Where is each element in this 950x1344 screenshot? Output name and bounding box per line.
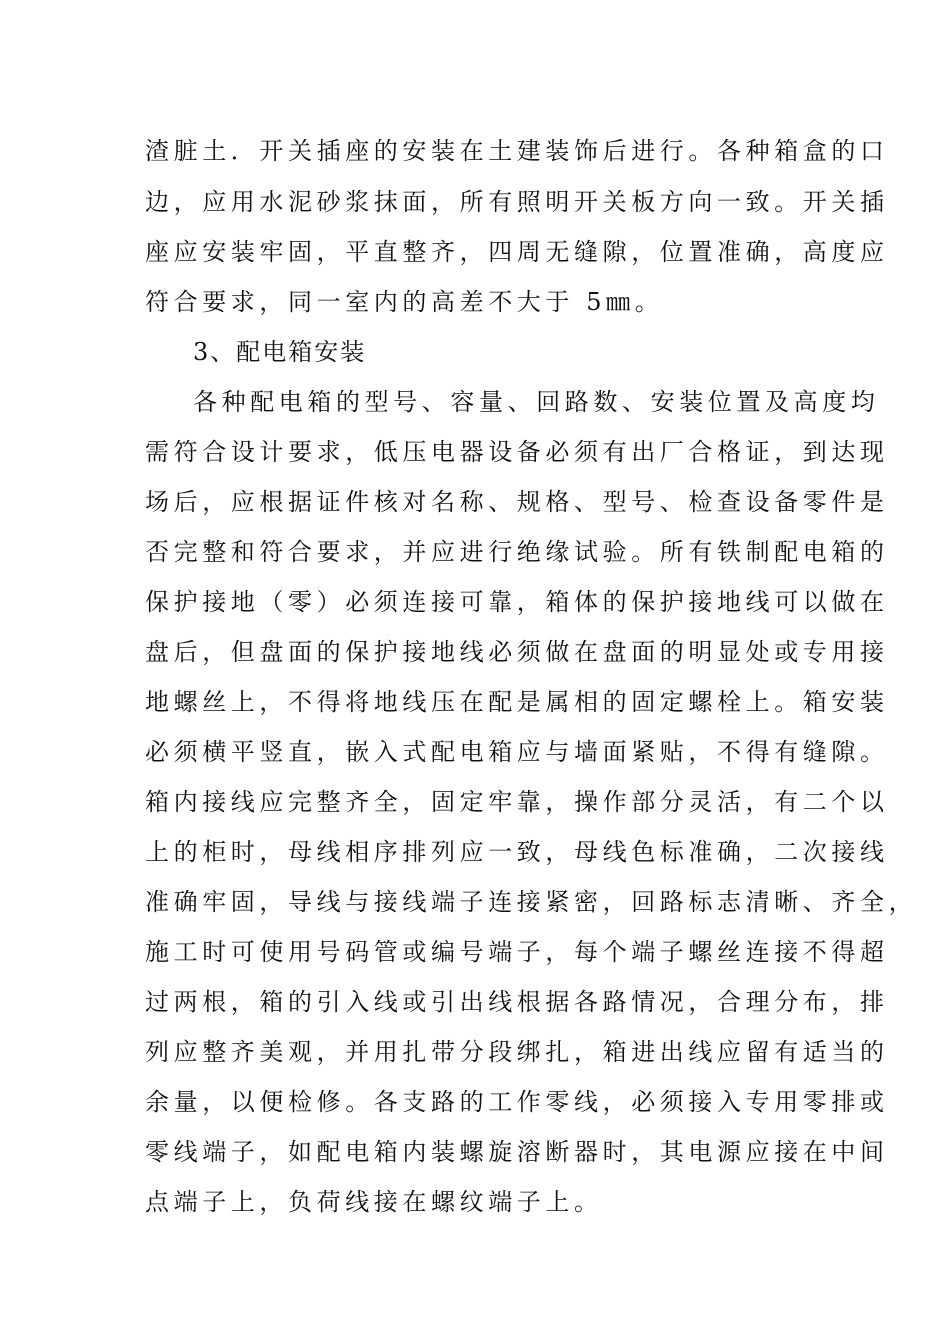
paragraph-2-line-5: 保护接地（零）必须连接可靠，箱体的保护接地线可以做在 (145, 588, 889, 616)
paragraph-2-line-16: 零线端子，如配电箱内装螺旋溶断器时，其电源应接在中间 (145, 1138, 889, 1166)
paragraph-1-line-2: 边，应用水泥砂浆抹面，所有照明开关板方向一致。开关插 (145, 188, 889, 216)
paragraph-2-line-4: 否完整和符合要求，并应进行绝缘试验。所有铁制配电箱的 (145, 538, 889, 566)
paragraph-1-line-3: 座应安装牢固，平直整齐，四周无缝隙，位置准确，高度应 (145, 238, 889, 266)
paragraph-2-line-1: 各种配电箱的型号、容量、回路数、安装位置及高度均 (193, 388, 880, 416)
paragraph-2-line-17: 点端子上，负荷线接在螺纹端子上。 (145, 1188, 603, 1216)
paragraph-1-line-4: 符合要求，同一室内的高差不大于 5㎜。 (145, 288, 664, 316)
paragraph-2-line-8: 必须横平竖直，嵌入式配电箱应与墙面紧贴，不得有缝隙。 (145, 738, 889, 766)
paragraph-2-line-14: 列应整齐美观，并用扎带分段绑扎，箱进出线应留有适当的 (145, 1038, 889, 1066)
paragraph-2-line-12: 施工时可使用号码管或编号端子，每个端子螺丝连接不得超 (145, 938, 889, 966)
paragraph-2-line-13: 过两根，箱的引入线或引出线根据各路情况，合理分布，排 (145, 988, 889, 1016)
section-heading: 3、配电箱安装 (193, 338, 367, 366)
paragraph-1-line-1: 渣脏土．开关插座的安装在土建装饰后进行。各种箱盒的口 (145, 137, 889, 165)
paragraph-2-line-6: 盘后，但盘面的保护接地线必须做在盘面的明显处或专用接 (145, 638, 889, 666)
paragraph-2-line-15: 余量，以便检修。各支路的工作零线，必须接入专用零排或 (145, 1088, 889, 1116)
paragraph-2-line-2: 需符合设计要求，低压电器设备必须有出厂合格证，到达现 (145, 438, 889, 466)
paragraph-2-line-11: 准确牢固，导线与接线端子连接紧密，回路标志清晰、齐全， (145, 888, 918, 916)
paragraph-2-line-3: 场后，应根据证件核对名称、规格、型号、检查设备零件是 (145, 488, 889, 516)
paragraph-2-line-10: 上的柜时，母线相序排列应一致，母线色标准确，二次接线 (145, 838, 889, 866)
paragraph-2-line-7: 地螺丝上，不得将地线压在配是属相的固定螺栓上。箱安装 (145, 688, 889, 716)
paragraph-2-line-9: 箱内接线应完整齐全，固定牢靠，操作部分灵活，有二个以 (145, 788, 889, 816)
